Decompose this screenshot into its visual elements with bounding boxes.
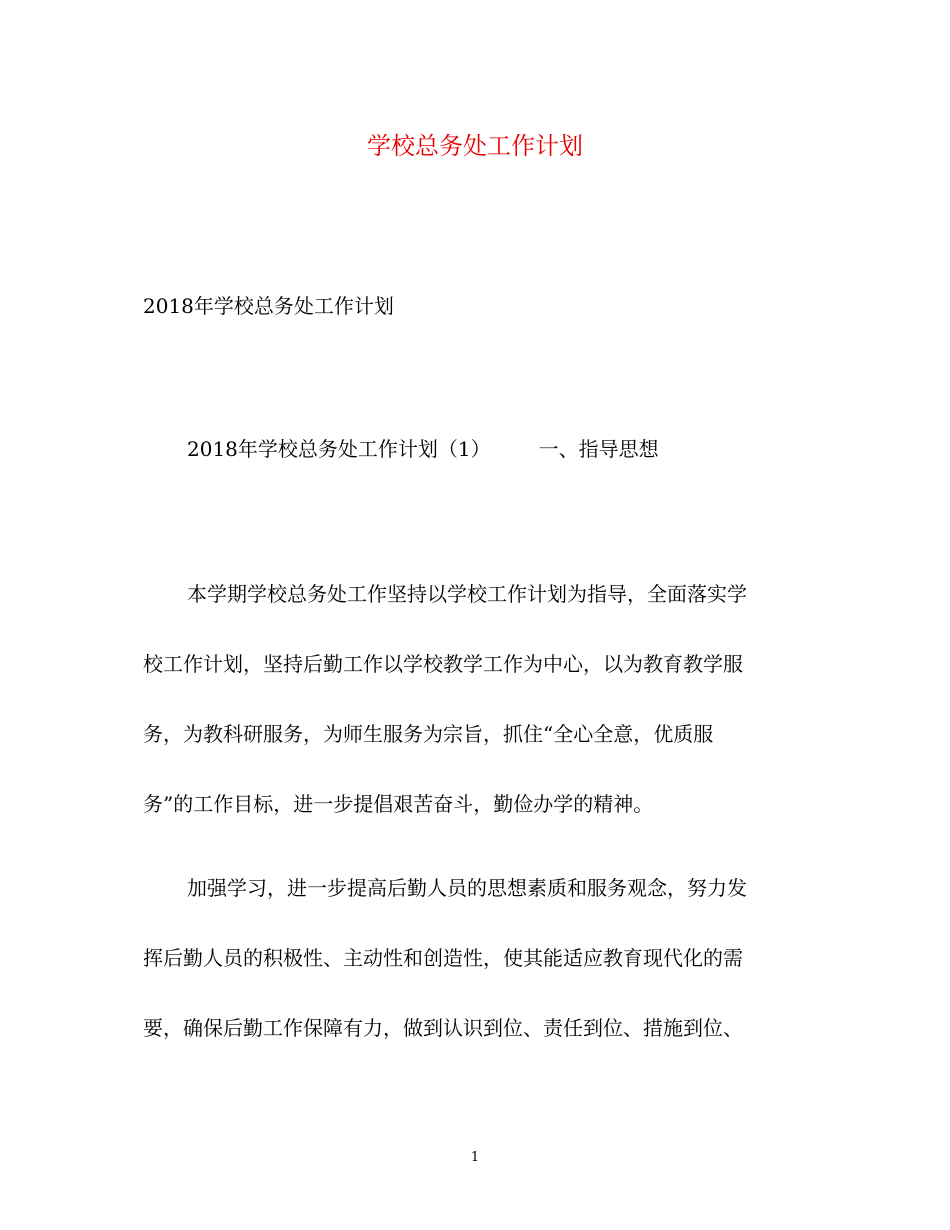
paragraph-line: 本学期学校总务处工作坚持以学校工作计划为指导，全面落实学 <box>187 582 747 606</box>
page-number: 1 <box>470 1150 480 1165</box>
paragraph-line: 务，为教科研服务，为师生服务为宗旨，抓住“全心全意，优质服 <box>143 722 714 746</box>
section-subheading: 一、指导思想 <box>538 437 659 461</box>
paragraph-line: 挥后勤人员的积极性、主动性和创造性，使其能适应教育现代化的需 <box>143 946 743 970</box>
paragraph-strengthen-learning <box>143 872 803 1082</box>
document-title: 学校总务处工作计划 <box>367 132 583 160</box>
paragraph-line: 要，确保后勤工作保障有力，做到认识到位、责任到位、措施到位、 <box>143 1016 743 1040</box>
section-heading-line <box>143 433 803 465</box>
paragraph-line: 务”的工作目标，进一步提倡艰苦奋斗，勤俭办学的精神。 <box>143 792 654 816</box>
section-heading: 2018年学校总务处工作计划（1） <box>187 437 491 461</box>
document-subtitle: 2018年学校总务处工作计划 <box>143 294 394 318</box>
paragraph-line: 加强学习，进一步提高后勤人员的思想素质和服务观念，努力发 <box>187 876 747 900</box>
paragraph-guiding-ideology <box>143 578 803 858</box>
paragraph-line: 校工作计划，坚持后勤工作以学校教学工作为中心，以为教育教学服 <box>143 652 743 676</box>
